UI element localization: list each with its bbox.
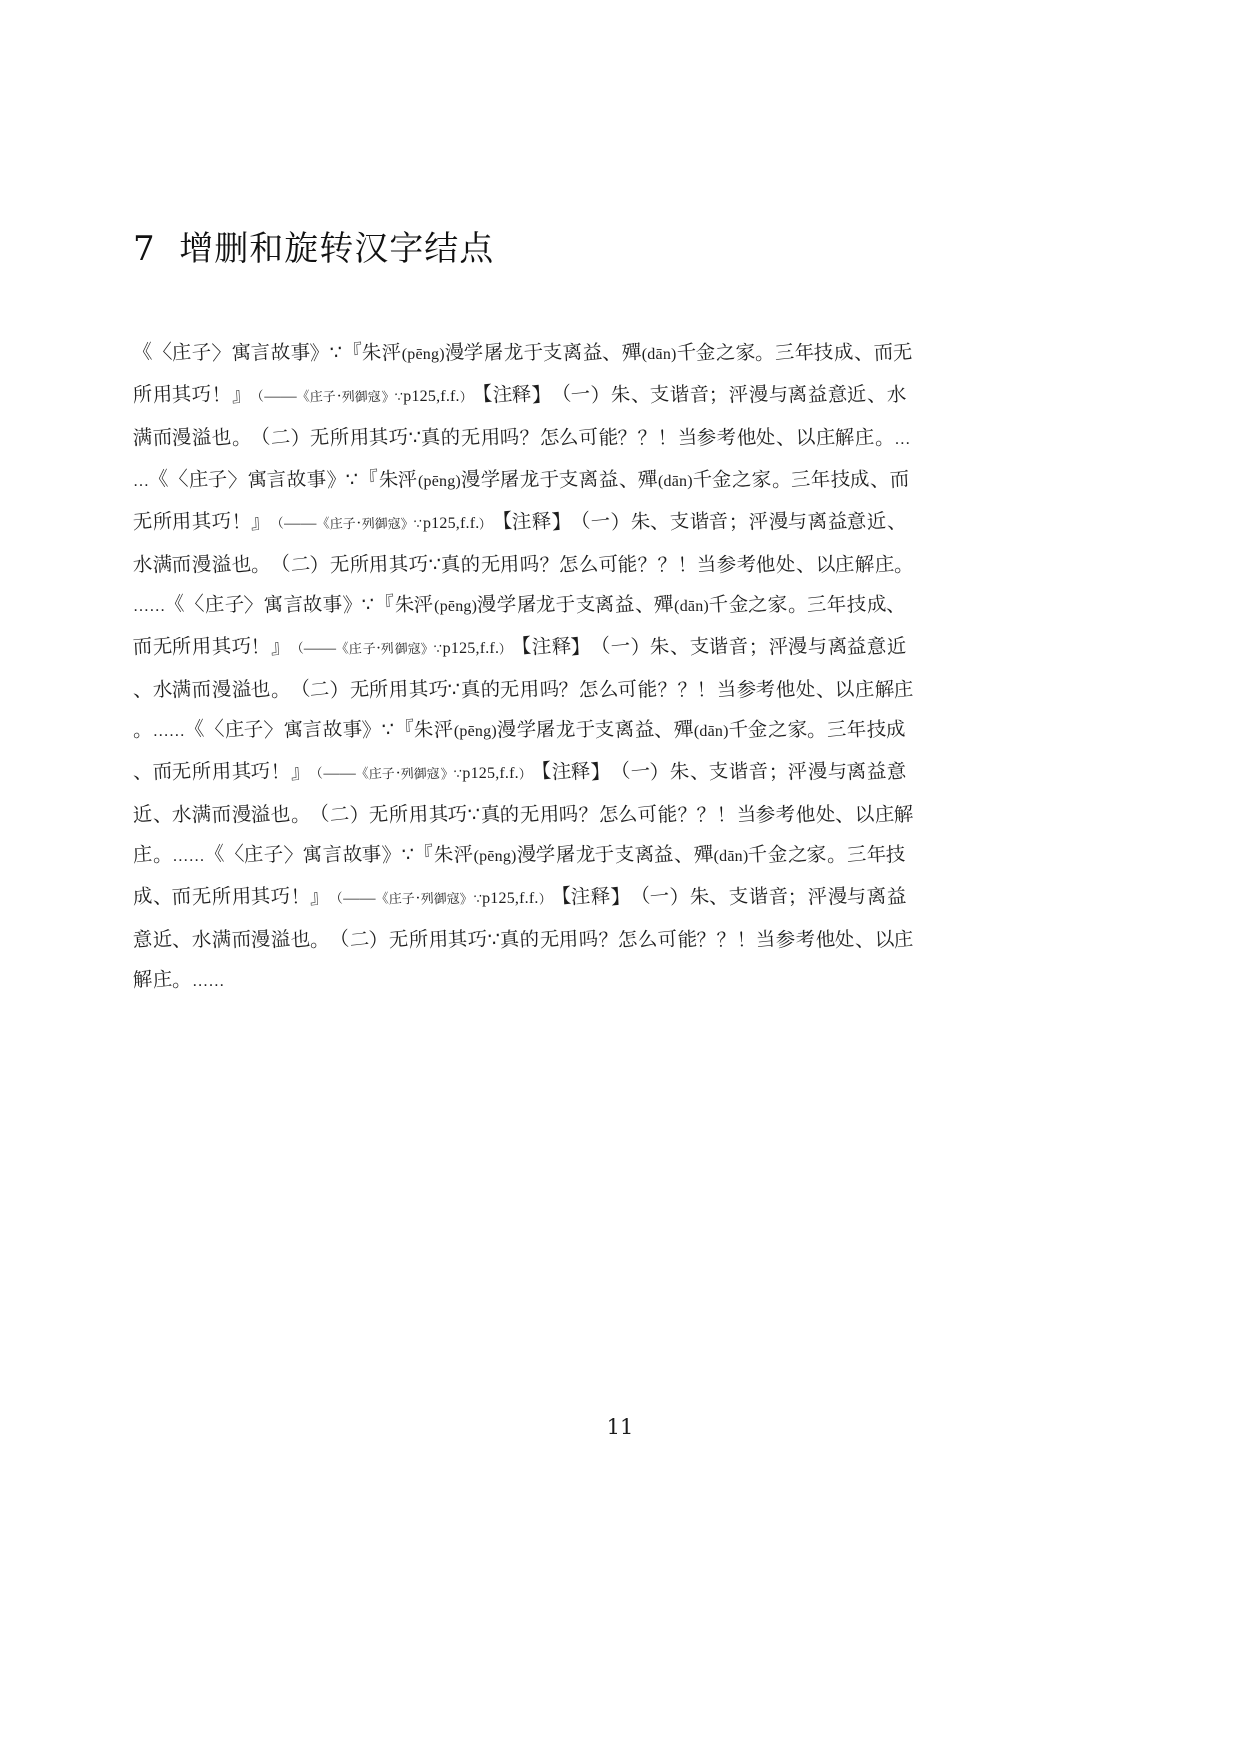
page-number: 11 — [606, 1415, 634, 1439]
page-title: 7 增删和旋转汉字结点 — [133, 229, 495, 269]
body-paragraph: 《〈庄子〉寓言故事》∵『朱泙(pēng)漫学屠龙于支离益、殫(dān)千金之家。三年技成、而无所用其巧！』（——《庄子·列御寇》∵p125,f.f.）【注释】（一）朱、支谐音；泙漫与离益意近、水满而漫溢也。（二）无所用其巧∵真的无用吗？怎么可能？？！当参考他处、以庄解庄。……《〈庄子〉寓言故事》∵『朱泙(pēng)漫学屠龙于支离益、殫(dān)千金之家。三年技成、而无所用其巧！』（——《庄子·列御寇》∵p125,f.f.）【注释】（一）朱、支谐音；泙漫与离益意近、水满而漫溢也。（二）无所用其巧∵真的无用吗？怎么可能？？！当参考他处、以庄解庄。……《〈庄子〉寓言故事》∵『朱泙(pēng)漫学屠龙于支离益、殫(dān)千金之家。三年技成、而无所用其巧！』（——《庄子·列御寇》∵p125,f.f.）【注释】（一）朱、支谐音；泙漫与离益意近、水满而漫溢也。（二）无所用其巧∵真的无用吗？怎么可能？？！当参考他处、以庄解庄。……《〈庄子〉寓言故事》∵『朱泙(pēng)漫学屠龙于支离益、殫(dān)千金之家。三年技成、而无所用其巧！』（——《庄子·列御寇》∵p125,f.f.）【注释】（一）朱、支谐音；泙漫与离益意近、水满而漫溢也。（二）无所用其巧∵真的无用吗？怎么可能？？！当参考他处、以庄解庄。……《〈庄子〉寓言故事》∵『朱泙(pēng)漫学屠龙于支离益、殫(dān)千金之家。三年技成、而无所用其巧！』（——《庄子·列御寇》∵p125,f.f.）【注释】（一）朱、支谐音；泙漫与离益意近、水满而漫溢也。（二）无所用其巧∵真的无用吗？怎么可能？？！当参考他处、以庄解庄。…… — [132, 339, 915, 992]
page-content — [133, 228, 923, 1002]
